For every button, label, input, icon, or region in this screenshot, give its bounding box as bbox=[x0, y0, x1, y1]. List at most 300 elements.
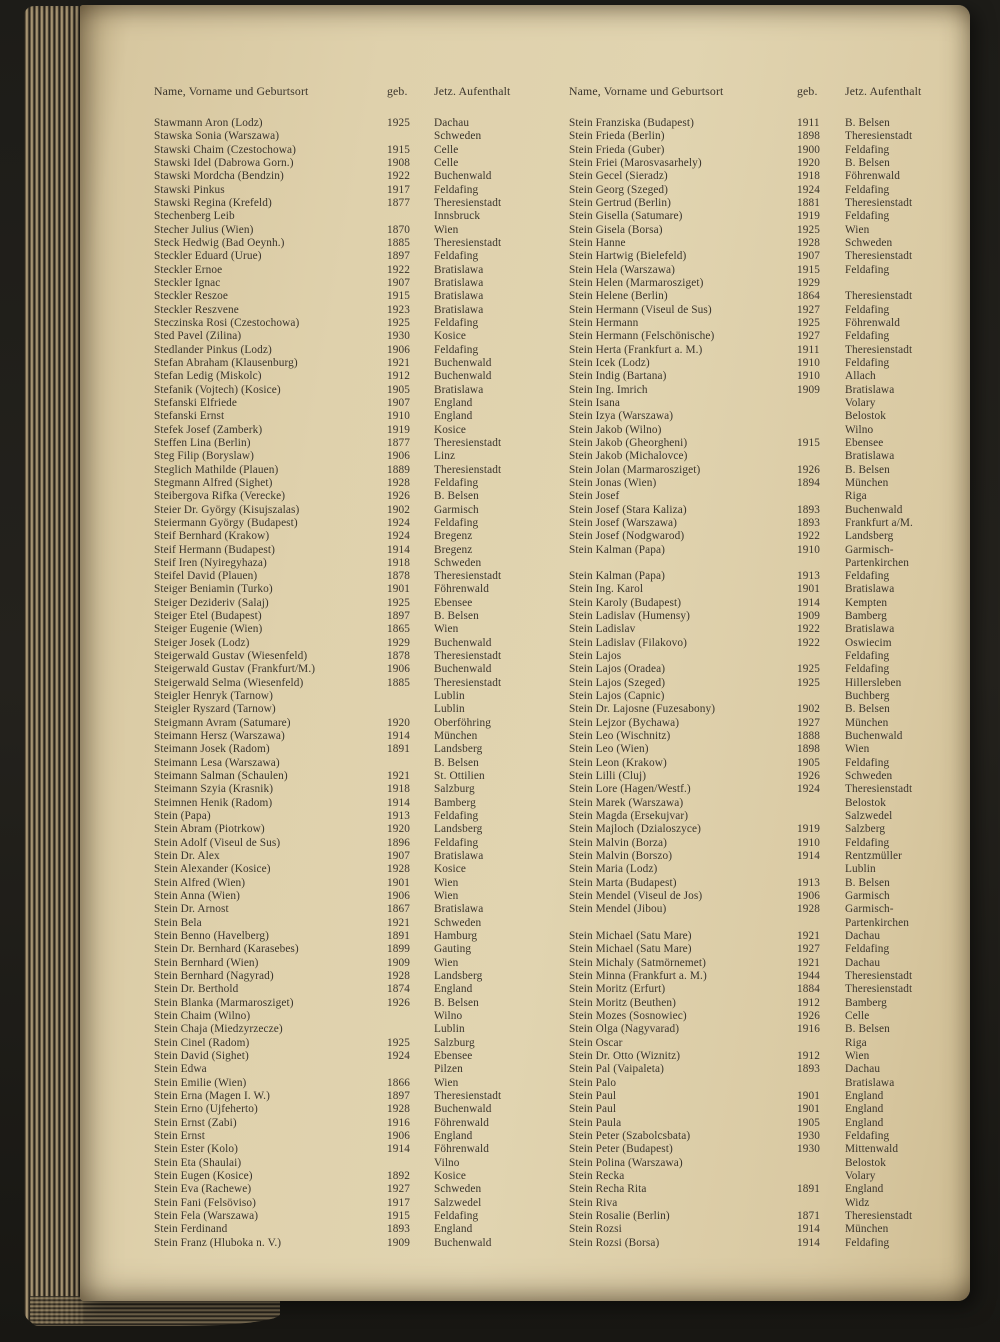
entry-residence: B. Belsen bbox=[434, 490, 479, 503]
table-row bbox=[154, 997, 556, 1010]
table-row bbox=[154, 1170, 556, 1183]
entry-name: Stein Erno (Ujfeherto) bbox=[154, 1103, 258, 1116]
entry-residence: Ebensee bbox=[434, 596, 473, 609]
entry-residence: Schweden bbox=[434, 916, 482, 929]
entry-residence: Feldafing bbox=[434, 343, 479, 356]
entry-birthyear: 1910 bbox=[797, 370, 820, 383]
entry-name: Stein Kalman (Papa) bbox=[569, 543, 666, 556]
entry-birthyear: 1924 bbox=[797, 183, 820, 196]
entry-birthyear: 1928 bbox=[797, 236, 820, 249]
entry-residence bbox=[845, 277, 971, 290]
entry-birthyear bbox=[797, 1170, 845, 1183]
entry-birthyear: 1893 bbox=[797, 1063, 820, 1076]
table-row bbox=[569, 464, 971, 477]
table-row bbox=[569, 490, 971, 503]
entry-residence: Feldafing bbox=[434, 1209, 479, 1222]
entry-name: Stein Emilie (Wien) bbox=[154, 1076, 247, 1089]
table-row bbox=[569, 997, 971, 1010]
entry-birthyear bbox=[387, 1063, 434, 1076]
entry-residence: Kosice bbox=[434, 330, 466, 343]
entry-name: Stein Leo (Wischnitz) bbox=[569, 730, 671, 743]
table-row bbox=[569, 237, 971, 250]
entry-birthyear: 1928 bbox=[387, 1103, 410, 1116]
entry-name bbox=[569, 557, 797, 570]
entry-residence: Theresienstadt bbox=[845, 343, 913, 356]
entry-residence: Garmisch- bbox=[845, 903, 894, 916]
entry-residence: Wien bbox=[434, 956, 459, 969]
entry-name: Stefan Ledig (Miskolc) bbox=[154, 370, 262, 383]
table-row bbox=[154, 677, 556, 690]
table-row bbox=[569, 130, 971, 143]
entry-residence: Garmisch- bbox=[845, 543, 894, 556]
entry-birthyear bbox=[387, 130, 434, 143]
entry-name: Steifel David (Plauen) bbox=[154, 570, 258, 583]
entry-name: Stein Rosalie (Berlin) bbox=[569, 1209, 670, 1222]
entry-birthyear: 1865 bbox=[387, 623, 410, 636]
entry-name: Steigler Henryk (Tarnow) bbox=[154, 690, 273, 703]
entry-residence: Theresienstadt bbox=[845, 250, 913, 263]
entry-residence: München bbox=[845, 476, 889, 489]
table-row bbox=[569, 730, 971, 743]
entry-name: Stein Lajos bbox=[569, 650, 622, 663]
entry-residence: Oswiecim bbox=[845, 636, 892, 649]
table-row bbox=[569, 677, 971, 690]
entry-name: Stein Dr. Otto (Wiznitz) bbox=[569, 1049, 681, 1062]
table-row bbox=[154, 384, 556, 397]
entry-birthyear: 1910 bbox=[387, 410, 410, 423]
table-row bbox=[569, 317, 971, 330]
table-row bbox=[569, 757, 971, 770]
entry-residence: Bratislawa bbox=[434, 850, 484, 863]
entry-residence: Buchenwald bbox=[434, 663, 492, 676]
table-row bbox=[154, 557, 556, 570]
header-residence: Jetz. Aufenthalt bbox=[845, 84, 922, 98]
entry-residence: Feldafing bbox=[434, 516, 479, 529]
entry-residence: Partenkirchen bbox=[845, 556, 910, 569]
entry-name: Steimann Josek (Radom) bbox=[154, 743, 270, 756]
entry-residence: Lublin bbox=[434, 690, 465, 703]
table-row bbox=[569, 863, 971, 876]
entry-residence: Föhrenwald bbox=[434, 1116, 489, 1129]
entry-name: Stein Josef (Nodgwarod) bbox=[569, 530, 685, 543]
table-row bbox=[154, 464, 556, 477]
entry-name: Stein Malvin (Borza) bbox=[569, 836, 668, 849]
entry-birthyear: 1929 bbox=[797, 276, 820, 289]
entry-birthyear: 1921 bbox=[387, 356, 410, 369]
entry-birthyear: 1905 bbox=[797, 1116, 820, 1129]
table-row bbox=[569, 144, 971, 157]
table-row bbox=[154, 1197, 556, 1210]
entry-residence: Mittenwald bbox=[845, 1143, 899, 1156]
entry-name: Stein Leon (Krakow) bbox=[569, 756, 667, 769]
entry-name: Stefanski Ernst bbox=[154, 410, 225, 423]
entry-name: Stein Olga (Nagyvarad) bbox=[569, 1023, 680, 1036]
entry-name: Steigler Ryszard (Tarnow) bbox=[154, 703, 276, 716]
entry-residence: Celle bbox=[434, 156, 459, 169]
entry-name: Stein Rozsi (Borsa) bbox=[569, 1236, 660, 1249]
entry-name: Stein Lilli (Cluj) bbox=[569, 770, 647, 783]
entry-residence: Feldafing bbox=[845, 210, 890, 223]
entry-name: Stein Ing. Karol bbox=[569, 583, 644, 596]
table-row bbox=[154, 490, 556, 503]
table-row bbox=[569, 384, 971, 397]
entry-residence: Belostok bbox=[845, 1156, 886, 1169]
entry-birthyear: 1915 bbox=[387, 143, 410, 156]
entry-birthyear: 1908 bbox=[387, 156, 410, 169]
entry-birthyear: 1919 bbox=[387, 423, 410, 436]
table-row bbox=[569, 1117, 971, 1130]
entry-birthyear: 1884 bbox=[797, 983, 820, 996]
entry-residence: Wien bbox=[434, 876, 459, 889]
entry-birthyear: 1909 bbox=[797, 610, 820, 623]
table-row bbox=[569, 544, 971, 557]
entry-name: Stechenberg Leib bbox=[154, 210, 235, 223]
table-row bbox=[569, 890, 971, 903]
entry-residence: B. Belsen bbox=[845, 876, 890, 889]
entry-birthyear: 1926 bbox=[387, 490, 410, 503]
entry-name: Stawski Pinkus bbox=[154, 183, 225, 196]
entry-birthyear bbox=[797, 410, 845, 423]
entry-name: Steimann Lesa (Warszawa) bbox=[154, 756, 280, 769]
table-row bbox=[569, 877, 971, 890]
entry-birthyear: 1926 bbox=[797, 463, 820, 476]
entry-residence: Feldafing bbox=[845, 836, 890, 849]
entry-residence: Salzburg bbox=[434, 1036, 475, 1049]
table-row bbox=[569, 637, 971, 650]
entry-birthyear bbox=[797, 1037, 845, 1050]
entry-birthyear: 1906 bbox=[387, 890, 410, 903]
table-row bbox=[569, 1090, 971, 1103]
entry-residence: Salzwedel bbox=[845, 810, 893, 823]
entry-residence: Feldafing bbox=[845, 143, 890, 156]
table-row bbox=[569, 437, 971, 450]
entry-birthyear: 1921 bbox=[387, 770, 410, 783]
table-row bbox=[569, 277, 971, 290]
table-row bbox=[569, 344, 971, 357]
entry-birthyear: 1913 bbox=[797, 570, 820, 583]
entry-name: Stein Dr. Alex bbox=[154, 850, 220, 863]
table-row bbox=[154, 1023, 556, 1036]
entry-residence: England bbox=[434, 396, 473, 409]
entry-birthyear bbox=[797, 1197, 845, 1210]
entry-name: Stein Bernhard (Wien) bbox=[154, 956, 259, 969]
entry-name: Stein Paul bbox=[569, 1103, 617, 1116]
entry-name: Stein Mendel (Jibou) bbox=[569, 903, 667, 916]
entry-residence: Feldafing bbox=[434, 250, 479, 263]
entry-birthyear: 1925 bbox=[797, 223, 820, 236]
entry-name: Stein Friei (Marosvasarhely) bbox=[569, 156, 702, 169]
entry-residence: B. Belsen bbox=[845, 703, 890, 716]
entry-birthyear: 1911 bbox=[797, 343, 820, 356]
entry-birthyear: 1919 bbox=[797, 823, 820, 836]
table-row bbox=[154, 437, 556, 450]
table-row bbox=[154, 743, 556, 756]
entry-birthyear: 1930 bbox=[797, 1143, 820, 1156]
entry-name: Stein Peter (Szabolcsbata) bbox=[569, 1129, 691, 1142]
entry-birthyear: 1901 bbox=[387, 876, 410, 889]
entry-name: Stawmann Aron (Lodz) bbox=[154, 117, 263, 129]
entry-residence: Salzberg bbox=[845, 823, 886, 836]
table-row bbox=[569, 1210, 971, 1223]
entry-birthyear: 1898 bbox=[797, 130, 820, 143]
entry-name: Stefanik (Vojtech) (Kosice) bbox=[154, 383, 281, 396]
entry-residence: Theresienstadt bbox=[845, 970, 913, 982]
entry-residence: Bratislawa bbox=[434, 290, 484, 303]
entry-residence: Garmisch bbox=[845, 890, 890, 903]
table-row bbox=[569, 650, 971, 663]
entry-birthyear: 1907 bbox=[387, 396, 410, 409]
entry-name: Stein Paula bbox=[569, 1116, 622, 1129]
entry-birthyear: 1909 bbox=[387, 956, 410, 969]
entry-name: Stein Hermann bbox=[569, 316, 639, 329]
entry-name: Stein Franziska (Budapest) bbox=[569, 117, 694, 129]
table-row bbox=[569, 304, 971, 317]
table-row bbox=[569, 850, 971, 863]
entry-birthyear: 1893 bbox=[797, 503, 820, 516]
table-row bbox=[569, 264, 971, 277]
entry-residence: England bbox=[845, 1089, 884, 1102]
entry-residence: Buchenwald bbox=[845, 503, 903, 516]
table-row bbox=[154, 397, 556, 410]
entry-residence: B. Belsen bbox=[845, 117, 890, 129]
table-row bbox=[569, 943, 971, 956]
table-row bbox=[154, 304, 556, 317]
table-row bbox=[569, 903, 971, 916]
table-row bbox=[154, 663, 556, 676]
entry-name: Stein Majloch (Dzialoszyce) bbox=[569, 823, 701, 836]
entry-name: Stein Bela bbox=[154, 916, 202, 929]
table-row bbox=[154, 130, 556, 143]
table-row bbox=[569, 157, 971, 170]
table-row bbox=[569, 1050, 971, 1063]
entry-birthyear bbox=[797, 690, 845, 703]
entry-residence: Rentzmüller bbox=[845, 850, 902, 863]
table-row bbox=[154, 930, 556, 943]
entry-name: Stein Chaja (Miedzyrzecze) bbox=[154, 1023, 283, 1036]
entry-residence: Lublin bbox=[434, 1023, 465, 1036]
table-row bbox=[154, 583, 556, 596]
entry-birthyear: 1926 bbox=[797, 770, 820, 783]
entry-birthyear: 1906 bbox=[387, 663, 410, 676]
entry-residence: Dachau bbox=[845, 956, 881, 969]
entry-residence: Theresienstadt bbox=[845, 1209, 913, 1222]
entry-birthyear bbox=[797, 917, 845, 930]
table-row bbox=[154, 1050, 556, 1063]
entry-name: Stein Hela (Warszawa) bbox=[569, 263, 675, 276]
entry-residence: Oberföhring bbox=[434, 716, 491, 729]
entry-name: Steigmann Avram (Satumare) bbox=[154, 716, 291, 729]
entry-name: Stein Jakob (Michalovce) bbox=[569, 450, 688, 463]
entry-name: Stein Oscar bbox=[569, 1036, 623, 1049]
entry-residence: München bbox=[845, 1223, 889, 1236]
entry-residence: Belostok bbox=[845, 410, 886, 423]
entry-birthyear: 1877 bbox=[387, 436, 410, 449]
entry-name: Stein Georg (Szeged) bbox=[569, 183, 669, 196]
entry-birthyear bbox=[797, 797, 845, 810]
entry-birthyear: 1924 bbox=[387, 530, 410, 543]
table-row bbox=[569, 477, 971, 490]
entry-birthyear: 1909 bbox=[387, 1236, 410, 1249]
entry-birthyear: 1915 bbox=[387, 290, 410, 303]
table-row bbox=[154, 1077, 556, 1090]
entry-birthyear bbox=[797, 557, 845, 570]
table-row bbox=[569, 583, 971, 596]
entry-birthyear bbox=[797, 863, 845, 876]
table-row bbox=[569, 610, 971, 623]
entry-name: Stein Gertrud (Berlin) bbox=[569, 196, 671, 209]
entry-residence: Ebensee bbox=[845, 436, 884, 449]
entry-name: Stein (Papa) bbox=[154, 810, 211, 823]
entry-birthyear: 1921 bbox=[387, 916, 410, 929]
entry-birthyear: 1905 bbox=[797, 756, 820, 769]
entry-residence: Partenkirchen bbox=[845, 916, 910, 929]
entry-birthyear: 1922 bbox=[797, 636, 820, 649]
entry-name: Stein Abram (Piotrkow) bbox=[154, 823, 265, 836]
table-row bbox=[154, 264, 556, 277]
table-row bbox=[154, 277, 556, 290]
table-row bbox=[154, 1143, 556, 1156]
entry-name: Stein Karoly (Budapest) bbox=[569, 596, 682, 609]
entry-birthyear: 1901 bbox=[797, 1103, 820, 1116]
entry-name: Stawski Chaim (Czestochowa) bbox=[154, 143, 297, 156]
table-row bbox=[154, 690, 556, 703]
entry-name: Steigerwald Selma (Wiesenfeld) bbox=[154, 676, 304, 689]
entry-residence: Buchenwald bbox=[434, 636, 492, 649]
table-row bbox=[569, 1063, 971, 1076]
entry-residence: Bratislawa bbox=[434, 303, 484, 316]
table-row bbox=[154, 144, 556, 157]
entry-name: Steczinska Rosi (Czestochowa) bbox=[154, 316, 300, 329]
table-row bbox=[569, 823, 971, 836]
table-row bbox=[569, 557, 971, 570]
entry-birthyear: 1918 bbox=[797, 170, 820, 183]
entry-residence: Föhrenwald bbox=[845, 170, 900, 183]
entry-name: Steglich Mathilde (Plauen) bbox=[154, 463, 279, 476]
entry-name: Stein Fani (Felsöviso) bbox=[154, 1196, 256, 1209]
table-row bbox=[569, 1010, 971, 1023]
entry-name: Stein Helen (Marmarosziget) bbox=[569, 276, 704, 289]
table-row bbox=[154, 823, 556, 836]
entry-residence: Belostok bbox=[845, 796, 886, 809]
entry-residence: Riga bbox=[845, 490, 867, 503]
entry-residence: Wien bbox=[434, 623, 459, 636]
entry-name: Steiger Eugenie (Wien) bbox=[154, 623, 263, 636]
entry-name: Steckler Reszoe bbox=[154, 290, 228, 303]
entry-residence: Feldafing bbox=[434, 476, 479, 489]
two-column-list bbox=[154, 85, 946, 1250]
table-row bbox=[569, 623, 971, 636]
entry-residence: Buchenwald bbox=[434, 1236, 492, 1249]
entry-name: Stein Franz (Hluboka n. V.) bbox=[154, 1236, 282, 1249]
table-row bbox=[154, 1103, 556, 1116]
entry-residence: Hamburg bbox=[434, 930, 478, 943]
entry-residence: England bbox=[845, 1116, 884, 1129]
book-page-stack-edge bbox=[24, 6, 84, 1324]
entry-name: Stein Maria (Lodz) bbox=[569, 863, 658, 876]
entry-residence: Feldafing bbox=[845, 663, 890, 676]
entry-residence: Frankfurt a/M. bbox=[845, 516, 913, 529]
entry-residence: Volary bbox=[845, 396, 876, 409]
entry-birthyear bbox=[797, 650, 845, 663]
entry-birthyear bbox=[387, 690, 434, 703]
entry-birthyear: 1928 bbox=[797, 903, 820, 916]
table-row bbox=[569, 570, 971, 583]
entry-residence: Schweden bbox=[845, 236, 893, 249]
table-row bbox=[569, 1023, 971, 1036]
entry-name: Steif Iren (Nyiregyhaza) bbox=[154, 556, 267, 569]
entry-name: Stein Lajos (Capnic) bbox=[569, 690, 665, 703]
header-birthyear: geb. bbox=[387, 84, 408, 98]
table-row bbox=[154, 783, 556, 796]
entry-birthyear: 1928 bbox=[387, 476, 410, 489]
entry-name: Stein Cinel (Radom) bbox=[154, 1036, 250, 1049]
entry-birthyear: 1914 bbox=[387, 1143, 410, 1156]
table-row bbox=[154, 877, 556, 890]
entry-birthyear: 1906 bbox=[387, 1129, 410, 1142]
entry-name: Stein Palo bbox=[569, 1076, 617, 1089]
entry-birthyear: 1928 bbox=[387, 970, 410, 982]
entry-name: Stein Eva (Rachewe) bbox=[154, 1183, 252, 1196]
entry-name: Stein Minna (Frankfurt a. M.) bbox=[569, 970, 707, 982]
entry-birthyear: 1927 bbox=[387, 1183, 410, 1196]
entry-birthyear bbox=[797, 450, 845, 463]
entry-name: Stein Dr. Bernhard (Karasebes) bbox=[154, 943, 299, 956]
table-row bbox=[154, 957, 556, 970]
entry-residence: Feldafing bbox=[845, 943, 890, 956]
table-row bbox=[154, 810, 556, 823]
table-row bbox=[154, 850, 556, 863]
entry-name: Sted Pavel (Zilina) bbox=[154, 330, 242, 343]
entry-residence: Garmisch bbox=[434, 503, 479, 516]
entry-residence: Schweden bbox=[434, 130, 482, 143]
entry-name: Steiger Josek (Lodz) bbox=[154, 636, 250, 649]
table-row bbox=[569, 1237, 971, 1250]
entry-birthyear: 1924 bbox=[387, 1049, 410, 1062]
entry-birthyear: 1930 bbox=[797, 1129, 820, 1142]
entry-name: Steckler Ernoe bbox=[154, 263, 223, 276]
entry-birthyear: 1925 bbox=[387, 316, 410, 329]
entry-birthyear bbox=[797, 810, 845, 823]
entry-birthyear: 1877 bbox=[387, 196, 410, 209]
entry-name: Stein Michael (Satu Mare) bbox=[569, 930, 692, 943]
entry-birthyear: 1891 bbox=[797, 1183, 820, 1196]
entry-name: Stein Frieda (Berlin) bbox=[569, 130, 665, 143]
entry-name: Steimann Szyia (Krasnik) bbox=[154, 783, 274, 796]
entry-birthyear: 1925 bbox=[387, 1036, 410, 1049]
table-row bbox=[569, 957, 971, 970]
table-row bbox=[154, 1037, 556, 1050]
entry-name: Stein Ester (Kolo) bbox=[154, 1143, 239, 1156]
table-row bbox=[569, 1037, 971, 1050]
entry-residence: Feldafing bbox=[434, 316, 479, 329]
entry-residence: England bbox=[434, 410, 473, 423]
table-row bbox=[154, 637, 556, 650]
entry-name: Stein Ladislav bbox=[569, 623, 636, 636]
entry-name: Stein Michaly (Satmörnemet) bbox=[569, 956, 706, 969]
entry-residence: Kosice bbox=[434, 1169, 466, 1182]
entry-name: Stein Moritz (Beuthen) bbox=[569, 996, 676, 1009]
table-row bbox=[569, 1157, 971, 1170]
entry-birthyear: 1922 bbox=[797, 530, 820, 543]
entry-birthyear: 1922 bbox=[797, 623, 820, 636]
table-row bbox=[154, 1117, 556, 1130]
entry-residence: Landsberg bbox=[845, 530, 894, 543]
entry-birthyear: 1925 bbox=[797, 663, 820, 676]
entry-name: Steg Filip (Boryslaw) bbox=[154, 450, 255, 463]
entry-name: Steiermann György (Budapest) bbox=[154, 516, 298, 529]
entry-birthyear: 1925 bbox=[387, 596, 410, 609]
entry-name: Stecher Julius (Wien) bbox=[154, 223, 254, 236]
